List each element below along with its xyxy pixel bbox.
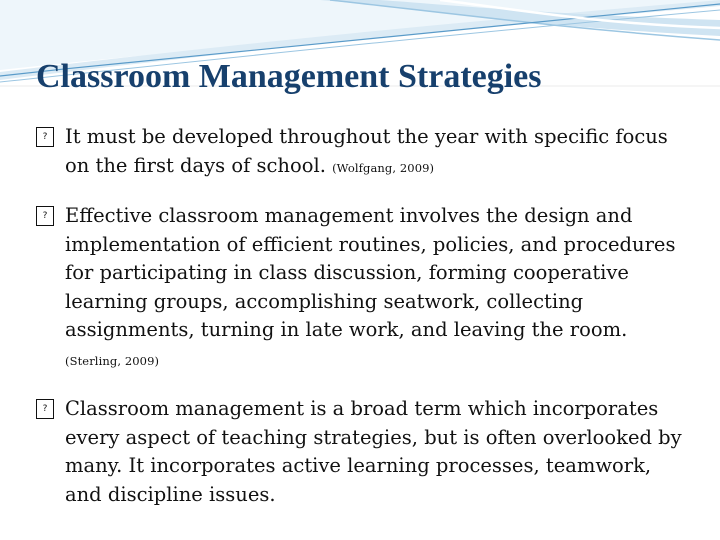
bullet-text: It must be developed throughout the year with specific focus on the first days of school. [65, 125, 668, 177]
bullet-text: Effective classroom management involves the design and implementation of efficient routines, policies, and procedures for participating in class discussion, forming cooperative learning groups, accomplishing seatwork, collecting assignments, turning in late work, and leaving the room. [65, 204, 676, 341]
bullet-citation: (Wolfgang, 2009) [332, 160, 435, 175]
bullet-list [36, 123, 686, 531]
bullet-item [36, 202, 686, 375]
slide-title: Classroom Management Strategies [36, 58, 542, 95]
bullet-marker-icon: ? [36, 399, 54, 419]
bullet-marker-icon: ? [36, 127, 54, 147]
bullet-item [36, 395, 686, 511]
bullet-citation: (Sterling, 2009) [65, 353, 160, 368]
bullet-item [36, 123, 686, 182]
bullet-text: Classroom management is a broad term which incorporates every aspect of teaching strategies, but is often overlooked by many. It incorporates active learning processes, teamwork, and discipline issues. [65, 397, 682, 506]
bullet-marker-icon: ? [36, 206, 54, 226]
